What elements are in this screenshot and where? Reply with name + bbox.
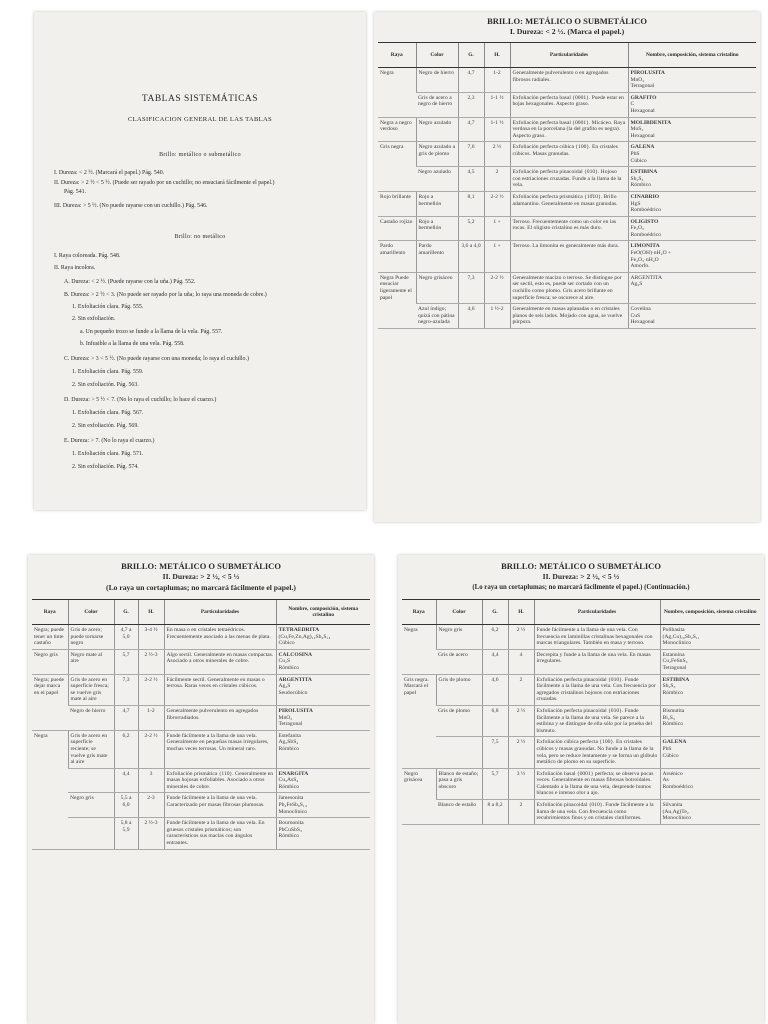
table-title: BRILLO: METÁLICO O SUBMETÁLICO	[501, 561, 661, 571]
column-header-nombre: Nombre, composición, sistema cristalino	[628, 43, 756, 68]
cell-h: 3 ½	[508, 768, 534, 799]
cell-h: 2-2 ½	[138, 674, 164, 705]
cell-g: 4,6	[482, 674, 508, 705]
cell-color: Gris de acero	[436, 649, 482, 674]
page-table-dureza-2	[28, 555, 374, 1024]
cell-nombre	[628, 304, 756, 329]
mineral-name: OLIGISTO	[630, 218, 659, 225]
column-header-g: G.	[114, 600, 138, 625]
mineral-name: ENARGITA	[278, 770, 309, 777]
cell-color: Gris de plomo	[436, 705, 482, 736]
mineral-composition: Bi₂S₃ Rómbico	[662, 714, 684, 728]
index-line: II. Dureza: > 2 ½ < 5 ½. (Puede ser rayado por un cuchillo; no ensuciará fácilmente el papel.)	[54, 180, 275, 186]
cell-color: Negro azulado	[416, 117, 458, 142]
mineral-composition: Ag₂S Seudocúbico	[278, 683, 308, 696]
cell-h: 2-3	[138, 793, 164, 818]
cell-color	[68, 768, 114, 793]
index-line: a. Un pequeño trozo se funde a la llama de la vela. Pág. 557.	[80, 329, 223, 335]
column-header-particularidades: Particularidades	[534, 600, 660, 625]
table-title: BRILLO: METÁLICO O SUBMETÁLICO	[487, 16, 647, 26]
cell-nombre	[628, 167, 756, 192]
table-row	[402, 625, 760, 650]
table-row	[378, 92, 756, 117]
cell-nombre	[660, 625, 760, 650]
mineral-composition: HgS Romboédrico	[630, 200, 661, 214]
column-header-h: H.	[138, 600, 164, 625]
cell-particularidades: Exfoliación prismática {110}. Generalmente en masas hojosas exfoliables. Asociado a otros minerales de cobre.	[164, 768, 276, 793]
mineral-composition: (Au,Ag)Te₂ Monoclínico	[662, 808, 692, 822]
cell-color: Negro de hierro	[416, 68, 458, 93]
cell-raya: Negra	[378, 68, 416, 118]
mineral-composition: Fe₂O₃ Romboédrico	[630, 225, 661, 238]
table-row	[378, 304, 756, 329]
mineral-composition: (Ag,Cu)₁₆Sb₂S₁₁ Monoclínico	[662, 633, 700, 647]
table-row	[32, 818, 370, 849]
cell-nombre	[628, 272, 756, 303]
table-row	[32, 649, 370, 674]
cell-h: 2	[508, 674, 534, 705]
table-row	[378, 191, 756, 216]
mineral-composition: Cu₃AsS₄ Rómbico	[278, 777, 300, 790]
cell-g: 5,2	[458, 216, 484, 241]
mineral-table	[378, 42, 756, 329]
mineral-name: GALENA	[630, 144, 655, 151]
mineral-name: Silvanita	[662, 802, 683, 809]
table-row	[378, 272, 756, 303]
cell-nombre	[628, 92, 756, 117]
cell-color: Gris de acero a negro de hierro	[416, 92, 458, 117]
cell-particularidades: Exfoliación perfecta pinacoidal {010}. Funde fácilmente a la llama de una vela. Con frecuencia por agregados cristalinos hojosos con estriaciones cruzadas.	[534, 674, 660, 705]
cell-particularidades: Exfoliación perfecta basal {0001}. Puede estar en hojas hexagonales. Aspecto graso.	[510, 92, 628, 117]
cell-g: 3,6 a 4,0	[458, 241, 484, 272]
mineral-composition: Sb₂S₃ Rómbico	[662, 683, 684, 696]
cell-particularidades: Terroso. La limonita es generalmente más dura.	[510, 241, 628, 272]
table-row	[402, 705, 760, 736]
cell-raya: Negra a negro verdoso	[378, 117, 416, 142]
index-line: 2. Sin exfoliación. Pág. 569.	[72, 423, 139, 429]
table-row	[402, 674, 760, 705]
column-header-h: H.	[484, 43, 510, 68]
cell-color: Gris de acero en superficie fresca; se vuelve gris mate al aire	[68, 674, 114, 705]
column-header-color: Color	[436, 600, 482, 625]
cell-particularidades: Exfoliación perfecta pinacoidal {010}. Hojoso con estriaciones cruzadas. Funde a la llama de la vela.	[510, 167, 628, 192]
cell-particularidades: Generalmente en masas aplanadas o en cristales planos de seis lados. Mojado con agua, se vuelve púrpura.	[510, 304, 628, 329]
mineral-composition: Ag₂S	[630, 281, 643, 288]
cell-g: 4,7 a 5,0	[114, 625, 138, 650]
mineral-name: GALENA	[662, 739, 687, 746]
mineral-name: MOLIBDENITA	[630, 119, 672, 126]
mineral-table	[402, 599, 760, 825]
cell-color: Gris de plomo	[436, 674, 482, 705]
index-line: B. Dureza: > 2 ½ < 3. (No puede ser rayado por la uña; lo raya una moneda de cobre.)	[64, 292, 267, 298]
cell-nombre	[660, 649, 760, 674]
mineral-composition: CuS Hexagonal	[630, 312, 655, 326]
mineral-composition: MnO₂ Tetragonal	[278, 714, 303, 728]
section-heading-no-metalico: Brillo: no metálico	[174, 234, 226, 240]
cell-nombre	[276, 674, 370, 705]
mineral-composition: PbCuSbS₃ Rómbico	[278, 826, 302, 840]
table-row	[402, 800, 760, 825]
table-row	[32, 625, 370, 650]
cell-particularidades: Exfoliación pinacoidal {010}. Funde fácilmente a la llama de una vela. Con frecuencia como recubrimientos finos y en cristales cintiformes.	[534, 800, 660, 825]
mineral-composition: PbS Cúbico	[662, 745, 679, 759]
table-row	[378, 241, 756, 272]
cell-color: Rojo a bermellón	[416, 191, 458, 216]
column-header-g: G.	[458, 43, 484, 68]
index-line: II. Raya incolora.	[54, 265, 96, 271]
column-header-raya: Raya	[32, 600, 68, 625]
mineral-name: GRAFITO	[630, 94, 657, 101]
cell-particularidades: Exfoliación perfecta basal {0001}. Micáceo. Raya verdosa en la porcelana (la del grafito es negra). Aspecto graso.	[510, 117, 628, 142]
cell-color: Gris de acero; puede tornarse negro	[68, 625, 114, 650]
mineral-composition: Cu₂FeSnS₄ Tetragonal	[662, 658, 688, 671]
cell-particularidades: Generalmente pulverulento o en agregados fibrosos radiales.	[510, 68, 628, 93]
index-line: Pág. 541.	[64, 189, 87, 195]
cell-h: 2	[508, 800, 534, 825]
cell-h: 1 ½-2	[484, 304, 510, 329]
cell-color: Gris de acero en superficie reciente; se vuelve gris mate al aire	[68, 730, 114, 768]
cell-particularidades: Exfoliación perfecta prismática {10̄10}. Brillo adamantino. Generalmente en masas granudas.	[510, 191, 628, 216]
cell-color: Negro gris	[68, 793, 114, 818]
cell-raya: Castaño rojizo	[378, 216, 416, 241]
table-row	[402, 737, 760, 768]
cell-nombre	[660, 800, 760, 825]
section-heading-metalico: Brillo: metálico o submetálico	[159, 152, 241, 158]
cell-nombre	[628, 142, 756, 167]
mineral-name: Estefanita	[278, 732, 301, 739]
cell-g: 7,5	[482, 737, 508, 768]
mineral-composition: Cu₂S Rómbico	[278, 658, 300, 671]
cell-color: Negro azulado	[416, 167, 458, 192]
cell-nombre	[276, 649, 370, 674]
cell-color: Blanco de estaño; pasa a gris obscuro	[436, 768, 482, 799]
column-header-nombre: Nombre, composición, sistema cristalino	[276, 600, 370, 625]
index-line: A. Dureza: < 2 ½. (Puede rayarse con la uña.) Pág. 552.	[64, 279, 196, 285]
index-line: III. Dureza: > 5 ½. (No puede rayarse con un cuchillo.) Pág. 546.	[54, 203, 208, 209]
cell-particularidades: Exfoliación perfecta cúbica {100}. En cristales cúbicos. Masas granudas.	[510, 142, 628, 167]
table-title: BRILLO: METÁLICO O SUBMETÁLICO	[121, 561, 281, 571]
cell-particularidades: Terroso. Frecuentemente como un color en las rocas. El oligisto cristalino es más duro.	[510, 216, 628, 241]
mineral-composition: Sb₂S₃ Rómbico	[630, 175, 652, 189]
index-line: 1. Exfoliación clara. Pág. 567.	[72, 410, 144, 416]
table-row	[402, 768, 760, 799]
column-header-particularidades: Particularidades	[164, 600, 276, 625]
index-line: E. Dureza: > 7. (No lo raya el cuarzo.)	[64, 438, 155, 444]
index-line: I. Raya coloreada. Pág. 548.	[54, 253, 121, 259]
table-note: (Lo raya un cortaplumas; no marcará fácilmente el papel.)	[106, 583, 296, 592]
cell-g: 8 a 8,2	[482, 800, 508, 825]
cell-particularidades: Generalmente pulverulento en agregados fibrorradiados.	[164, 705, 276, 730]
cell-g: 4,4	[114, 768, 138, 793]
column-header-h: H.	[508, 600, 534, 625]
table-row	[32, 674, 370, 705]
cell-g: 4,7	[458, 68, 484, 93]
cell-raya: Negra; puede tener un tinte castaño	[32, 625, 68, 650]
cell-h: 2 ½	[508, 705, 534, 736]
cell-h: 2 ½	[508, 625, 534, 650]
cell-particularidades: En masa o en cristales tetraédricos. Frecuentemente asociado a las menas de plata.	[164, 625, 276, 650]
cell-nombre	[660, 705, 760, 736]
table-row	[402, 649, 760, 674]
page-tablas-sistematicas	[34, 12, 366, 510]
cell-particularidades: Funde fácilmente a la llama de una vela. Con frecuencia en laminillas cristalinas hexagonales con marcas triangulares. También en masa y terroso.	[534, 625, 660, 650]
table-row	[378, 167, 756, 192]
mineral-composition: FeO(OH)·nH₂O + Fe₂O₃·nH₂O Amorfo.	[630, 250, 672, 270]
cell-raya: Negra Puede ensuciar ligeramente el papel	[378, 272, 416, 328]
cell-h: 2	[484, 167, 510, 192]
cell-raya: Rojo brillante	[378, 191, 416, 216]
cell-g: 6,8	[482, 705, 508, 736]
table-row	[378, 142, 756, 167]
cell-particularidades: Algo sectil. Generalmente en masas compactas. Asociado a otros minerales de cobre.	[164, 649, 276, 674]
cell-g: 7,3	[114, 674, 138, 705]
mineral-composition: (Cu,Fe,Zn,Ag)₁₂Sb₄S₁₃ Cúbico	[278, 633, 331, 647]
cell-g: 8,1	[458, 191, 484, 216]
cell-nombre	[276, 730, 370, 768]
cell-raya: Pardo amarillento	[378, 241, 416, 272]
index-line: 1. Exfoliación clara. Pág. 571.	[72, 451, 144, 457]
cell-g: 6,2	[114, 730, 138, 768]
cell-g: 5,7	[114, 649, 138, 674]
cell-particularidades: Funde fácilmente a la llama de una vela. En gruesos cristales prismáticos; son característicos sus maclas con ángulos entrantes.	[164, 818, 276, 849]
cell-h: 1-1 ½	[484, 92, 510, 117]
mineral-name: PIROLUSITA	[630, 70, 665, 76]
cell-h: 4	[508, 649, 534, 674]
mineral-name: Arsénico	[662, 770, 683, 777]
mineral-name: LIMONITA	[630, 243, 660, 250]
column-header-color: Color	[416, 43, 458, 68]
cell-color: Rojo a bermellón	[416, 216, 458, 241]
mineral-name: Bournonita	[278, 820, 304, 827]
mineral-composition: MoS₂ Hexagonal	[630, 126, 655, 139]
cell-particularidades: Generalmente macizo o terroso. Se distingue por ser sectil, esto es, puede ser cortado con un cuchillo como plomo. Gris acero brillante en superficie fresca; se oscurece al aire.	[510, 272, 628, 303]
cell-particularidades: Exfoliación cúbica perfecta {100}. En cristales cúbicos y masas granudas. No funde a la llama de la vela, pero se reduce lentamente y se forma un glóbulo metálico de plomo en su superficie.	[534, 737, 660, 768]
cell-g: 4,7	[458, 117, 484, 142]
cell-g: 4,4	[482, 649, 508, 674]
column-header-raya: Raya	[378, 43, 416, 68]
cell-g: 4,5	[458, 167, 484, 192]
cell-h: 1-2	[138, 705, 164, 730]
index-line: 2. Sin exfoliación.	[72, 316, 116, 322]
table-subtitle: II. Dureza: > 2 ½, < 5 ½	[542, 572, 620, 581]
index-line: 2. Sin exfoliación. Pág. 574.	[72, 464, 139, 470]
cell-g: 4,6	[458, 304, 484, 329]
cell-raya: Gris negra	[378, 142, 416, 192]
index-line: C. Dureza: > 3 < 5 ½. (No puede rayarse con una moneda; lo raya el cuchillo.)	[64, 356, 249, 362]
cell-nombre	[276, 768, 370, 793]
mineral-name: Jamesonita	[278, 795, 304, 802]
cell-h: 1-1 ½	[484, 117, 510, 142]
table-subtitle: I. Dureza: < 2 ½. (Marca el papel.)	[509, 27, 625, 36]
cell-color: Negro mate al aire	[68, 649, 114, 674]
table-row	[32, 768, 370, 793]
mineral-composition: C Hexagonal	[630, 101, 655, 114]
table-row	[378, 216, 756, 241]
cell-nombre	[660, 737, 760, 768]
page-subtitle: CLASIFICACION GENERAL DE LAS TABLAS	[127, 116, 273, 123]
cell-g: 7,6	[458, 142, 484, 167]
cell-raya: Negra; puede dejar marca en el papel	[32, 674, 68, 730]
mineral-name: Polibasita	[662, 627, 685, 633]
mineral-name: PIROLUSITA	[278, 707, 313, 714]
cell-h: 2 ½-3	[138, 649, 164, 674]
cell-particularidades: Funde fácilmente a la llama de una vela. Generalmente en pequeñas masas irregulares, muchas veces terrosas. Un mineral raro.	[164, 730, 276, 768]
mineral-composition: Pb₄FeSb₆S₁₄ Monoclínico	[278, 802, 308, 815]
mineral-name: ESTIBINA	[630, 169, 658, 176]
cell-h: 2-2 ½	[138, 730, 164, 768]
cell-particularidades: Exfoliación perfecta pinacoidal {010}. Funde fácilmente a la llama de una vela. Se parece a la estibina y se distingue de ella sólo por la prueba del bismuto.	[534, 705, 660, 736]
column-header-g: G.	[482, 600, 508, 625]
cell-nombre	[628, 191, 756, 216]
cell-nombre	[276, 818, 370, 849]
mineral-name: Estannina	[662, 651, 685, 658]
mineral-name: CALCOSINA	[278, 651, 313, 658]
cell-g: 5,7	[482, 768, 508, 799]
column-header-color: Color	[68, 600, 114, 625]
cell-h: 1-2	[484, 68, 510, 93]
mineral-name: ESTIBINA	[662, 676, 690, 683]
cell-particularidades: Decrepita y funde a la llama de una vela. En masas irregulares.	[534, 649, 660, 674]
column-header-particularidades: Particularidades	[510, 43, 628, 68]
cell-h: 2-2 ½	[484, 272, 510, 303]
cell-color: Negro de hierro	[68, 705, 114, 730]
mineral-name: ARGENTITA	[630, 274, 663, 281]
index-line: D. Dureza: > 5 ½ < 7. (No lo raya el cuchillo; lo hace el cuarzo.)	[64, 397, 217, 403]
cell-color	[68, 818, 114, 849]
cell-raya: Negra	[32, 730, 68, 849]
cell-raya: Gris negra. Marcará el papel	[402, 674, 436, 768]
mineral-name: Bismutita	[662, 707, 685, 714]
cell-h: 2 ½	[484, 142, 510, 167]
cell-g: 5,8 a 5,9	[114, 818, 138, 849]
cell-nombre	[276, 625, 370, 650]
cell-nombre	[628, 68, 756, 93]
cell-nombre	[628, 117, 756, 142]
cell-particularidades: Exfoliación basal {0001} perfecta; se observa pocas veces. Generalmente en masas fibrosas botroidales. Calentado a la llama de una vela, desprende humos blancos e intenso olor a ajo.	[534, 768, 660, 799]
cell-h: 3-4 ½	[138, 625, 164, 650]
cell-h: 3	[138, 768, 164, 793]
index-line: 1. Exfoliación clara. Pág. 559.	[72, 369, 144, 375]
mineral-table	[32, 599, 370, 850]
cell-raya: Negra	[402, 625, 436, 675]
column-header-nombre: Nombre, composición, sistema cristalino	[660, 600, 760, 625]
index-line: b. Infusible a la llama de una vela. Pág. 558.	[80, 341, 185, 347]
cell-nombre	[276, 705, 370, 730]
page-title: TABLAS SISTEMÁTICAS	[141, 94, 259, 104]
mineral-name: Covelina	[630, 306, 651, 313]
table-row	[378, 117, 756, 142]
index-line: 1. Exfoliación clara. Pág. 555.	[72, 304, 144, 310]
index-line: 2. Sin exfoliación. Pág. 563.	[72, 382, 139, 388]
cell-g: 4,7	[114, 705, 138, 730]
cell-h: 2 ½-3	[138, 818, 164, 849]
mineral-composition: MnO₂ Tetragonal	[630, 76, 655, 90]
cell-color: Negro gris	[436, 625, 482, 650]
cell-particularidades: Fácilmente sectil. Generalmente en masas o terrosa. Raras veces en cristales cúbicos.	[164, 674, 276, 705]
cell-nombre	[660, 674, 760, 705]
table-note: (Lo raya un cortaplumas; no marcará fácilmente el papel.) (Continuación.)	[472, 584, 690, 591]
cell-nombre	[628, 241, 756, 272]
cell-color: Negro azulado a gris de plomo	[416, 142, 458, 167]
cell-g: 5,5 a 6,0	[114, 793, 138, 818]
cell-h: 2-2 ½	[484, 191, 510, 216]
cell-g: 2,3	[458, 92, 484, 117]
table-row	[378, 68, 756, 93]
cell-raya: Negro grisácea	[402, 768, 436, 824]
cell-raya: Negro gris	[32, 649, 68, 674]
mineral-composition: PbS Cúbico	[630, 150, 647, 164]
cell-color: Azul índigo; quizá con pátina negro-azulada	[416, 304, 458, 329]
cell-g: 6,2	[482, 625, 508, 650]
cell-nombre	[660, 768, 760, 799]
column-header-raya: Raya	[402, 600, 436, 625]
cell-h: 2 ½	[508, 737, 534, 768]
cell-nombre	[276, 793, 370, 818]
cell-color: Pardo amarillento	[416, 241, 458, 272]
mineral-name: ARGENTITA	[278, 676, 312, 683]
cell-color: Negro grisáceo	[416, 272, 458, 303]
mineral-composition: Ag₅SbS₄ Rómbico	[278, 739, 300, 752]
page-table-dureza-1	[374, 12, 760, 522]
table-row	[32, 705, 370, 730]
cell-color	[436, 737, 482, 768]
table-row	[32, 793, 370, 818]
table-row	[32, 730, 370, 768]
cell-g: 7,3	[458, 272, 484, 303]
cell-particularidades: Funde fácilmente a la llama de una vela. Caracterizado por masas fibrosas plumosas.	[164, 793, 276, 818]
cell-h: 1 +	[484, 241, 510, 272]
mineral-name: CINABRIO	[630, 193, 660, 200]
mineral-name: TETRAEDRITA	[278, 627, 320, 633]
table-subtitle: II. Dureza: > 2 ½, < 5 ½	[162, 572, 240, 581]
cell-h: 1 +	[484, 216, 510, 241]
index-line: I. Dureza: < 2 ½. (Marcará el papel.) Pág. 540.	[54, 170, 165, 176]
page-table-dureza-2-continuacion	[398, 555, 764, 1024]
cell-color: Blanco de estaño	[436, 800, 482, 825]
cell-nombre	[628, 216, 756, 241]
mineral-composition: As Romboédrico	[662, 777, 693, 790]
